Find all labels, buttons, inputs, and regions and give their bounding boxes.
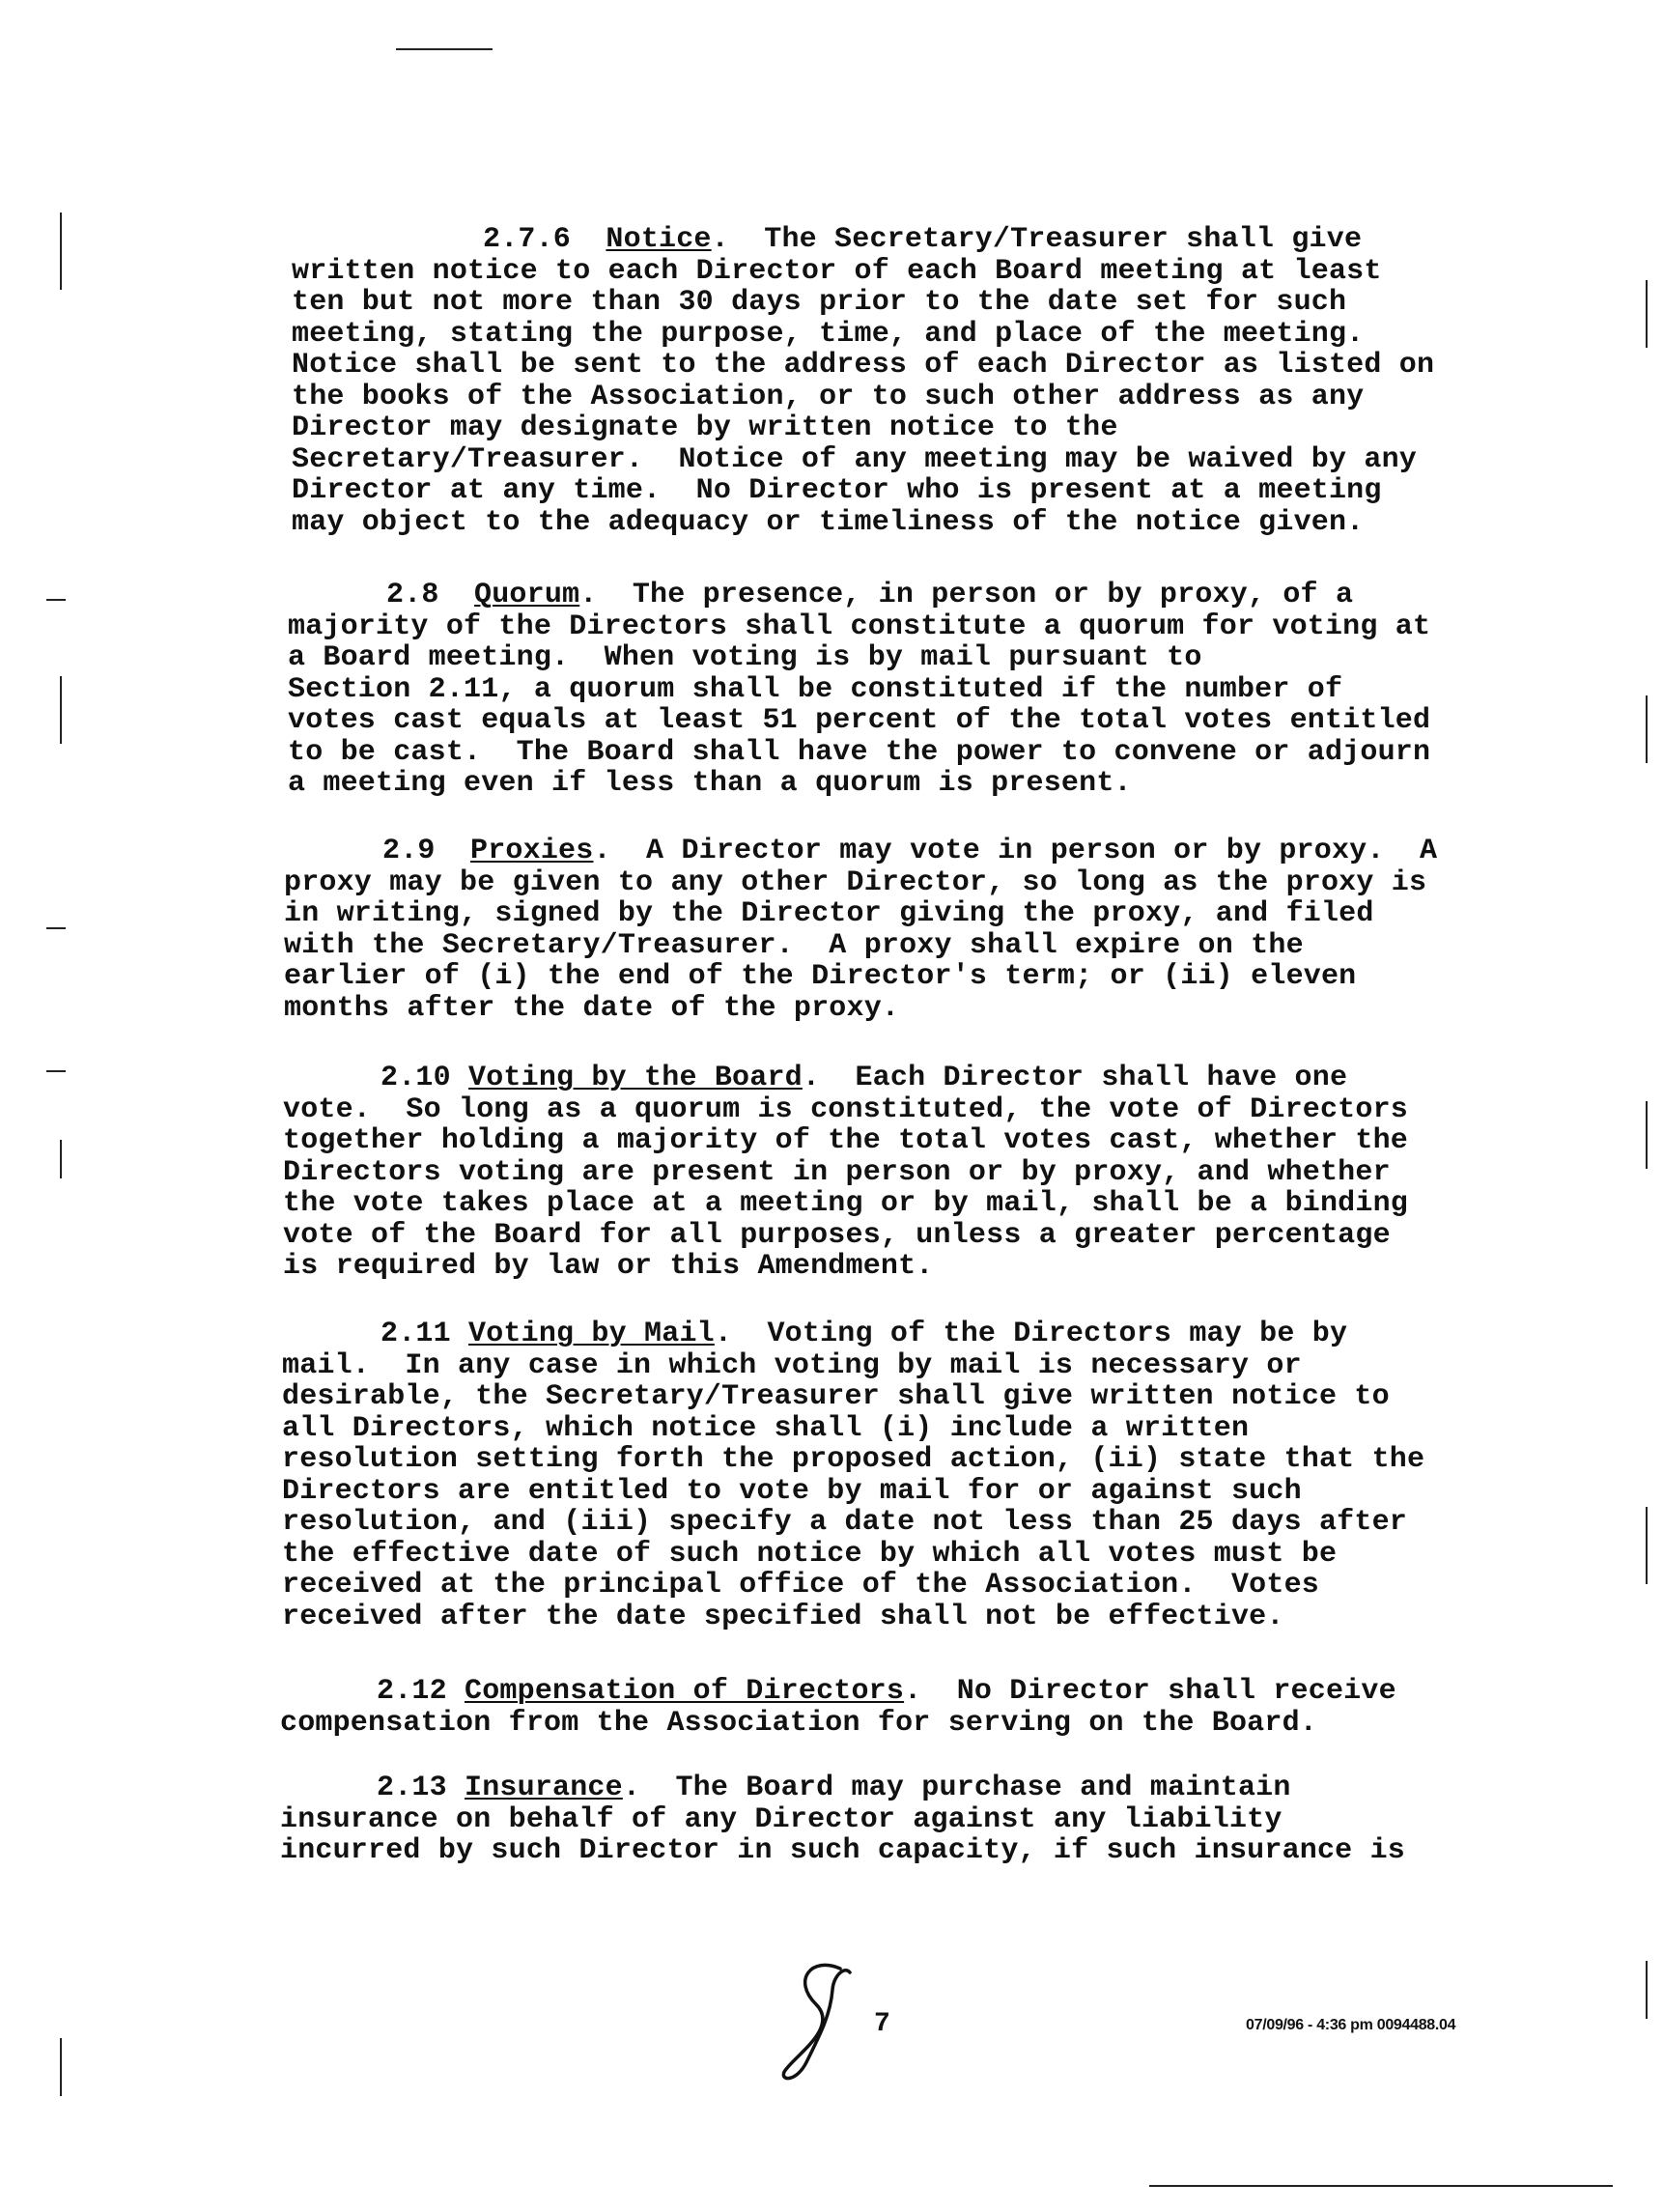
section-heading: Notice (606, 223, 712, 256)
body-line: Director at any time. No Director who is present at a meeting (292, 474, 1382, 507)
section-first-line (483, 224, 1362, 256)
section-heading: Voting by the Board (468, 1062, 803, 1094)
left-margin-mark (60, 2038, 62, 2096)
section-first-line-text: . A Director may vote in person or by proxy. A (593, 835, 1438, 867)
body-line: Secretary/Treasurer. Notice of any meeting may be waived by any (292, 442, 1417, 476)
right-margin-mark (1646, 695, 1648, 763)
section-first-line (381, 1319, 1347, 1350)
page-number: 7 (874, 2009, 890, 2039)
section-first-line-text: . The presence, in person or by proxy, of a (579, 579, 1354, 611)
body-line: resolution, and (iii) specify a date not less than 25 days after (282, 1506, 1407, 1539)
right-margin-mark (1646, 280, 1648, 348)
right-margin-mark (1646, 1101, 1648, 1169)
section-first-line-text: . Each Director shall have one (802, 1062, 1348, 1094)
section-first-line (382, 836, 1437, 867)
section-heading: Compensation of Directors (465, 1675, 905, 1708)
body-line: the books of the Association, or to such other address as any (292, 380, 1365, 413)
body-line: with the Secretary/Treasurer. A proxy shall expire on the (284, 928, 1304, 962)
section-heading: Proxies (470, 835, 594, 867)
body-line: Director may designate by written notice to the (292, 411, 1118, 444)
section-heading: Quorum (474, 579, 580, 611)
body-line: mail. In any case in which voting by mail is necessary or (282, 1348, 1302, 1382)
body-line: months after the date of the proxy. (284, 991, 900, 1025)
body-line: the vote takes place at a meeting or by mail, shall be a binding (283, 1187, 1408, 1220)
body-line: earlier of (i) the end of the Director's term; or (ii) eleven (284, 960, 1357, 993)
section-number: 2.12 (377, 1675, 447, 1708)
body-line: Directors voting are present in person or by proxy, and whether (283, 1155, 1391, 1189)
bottom-scan-line (1149, 2185, 1613, 2187)
body-line: Notice shall be sent to the address of each Director as listed on (292, 349, 1435, 382)
section-first-line (386, 580, 1353, 611)
body-line: insurance on behalf of any Director against any liability (280, 1802, 1282, 1836)
body-line: Section 2.11, a quorum shall be constituted if the number of (288, 672, 1343, 706)
body-line: may object to the adequacy or timeliness of the notice given. (292, 505, 1365, 539)
right-margin-mark (1646, 1961, 1648, 2019)
section-number: 2.13 (377, 1772, 447, 1804)
body-line: a Board meeting. When voting is by mail pursuant to (288, 641, 1202, 674)
section-first-line (377, 1772, 1291, 1804)
body-line: together holding a majority of the total votes cast, whether the (283, 1124, 1408, 1157)
section-first-line-text: . The Board may purchase and maintain (622, 1772, 1291, 1804)
right-margin-mark (1646, 1507, 1648, 1584)
body-line: the effective date of such notice by which all votes must be (282, 1537, 1338, 1571)
body-line: resolution setting forth the proposed action, (ii) state that the (282, 1443, 1425, 1476)
section-first-line (377, 1676, 1396, 1708)
document-stamp: 07/09/96 - 4:36 pm 0094488.04 (1246, 2017, 1456, 2033)
top-scan-line (396, 48, 493, 50)
left-margin-mark (60, 1140, 62, 1178)
body-line: written notice to each Director of each Board meeting at least (292, 254, 1382, 288)
body-line: votes cast equals at least 51 percent of the total votes entitled (288, 704, 1431, 737)
left-margin-mark (60, 213, 62, 290)
body-line: meeting, stating the purpose, time, and place of the meeting. (292, 317, 1365, 351)
body-line: all Directors, which notice shall (i) include a written (282, 1411, 1250, 1445)
left-margin-mark (46, 1070, 66, 1072)
body-line: to be cast. The Board shall have the power to convene or adjourn (288, 735, 1431, 769)
section-first-line-text: . No Director shall receive (904, 1675, 1396, 1708)
body-line: vote of the Board for all purposes, unless a greater percentage (283, 1218, 1391, 1252)
body-line: in writing, signed by the Director giving the proxy, and filed (284, 897, 1374, 930)
body-line: incurred by such Director in such capacity, if such insurance is (280, 1834, 1405, 1867)
handwritten-initial (773, 1951, 869, 2086)
body-line: received at the principal office of the Association. Votes (282, 1569, 1319, 1602)
body-line: compensation from the Association for serving on the Board. (280, 1706, 1317, 1740)
section-first-line-text: . Voting of the Directors may be by (714, 1318, 1348, 1350)
body-line: is required by law or this Amendment. (283, 1250, 934, 1283)
section-number: 2.8 (386, 579, 439, 611)
body-line: ten but not more than 30 days prior to the date set for such (292, 286, 1347, 319)
left-margin-mark (46, 599, 66, 601)
section-heading: Insurance (465, 1772, 623, 1804)
left-margin-mark (60, 676, 62, 744)
section-number: 2.11 (381, 1318, 451, 1350)
section-first-line-text: . The Secretary/Treasurer shall give (711, 223, 1363, 256)
left-margin-mark (46, 927, 66, 929)
body-line: proxy may be given to any other Director, so long as the proxy is (284, 865, 1427, 899)
section-number: 2.7.6 (483, 223, 572, 256)
body-line: Directors are entitled to vote by mail for or against such (282, 1474, 1302, 1508)
body-line: a meeting even if less than a quorum is present. (288, 767, 1132, 800)
body-line: vote. So long as a quorum is constituted, the vote of Directors (283, 1092, 1408, 1126)
body-line: majority of the Directors shall constitute a quorum for voting at (288, 610, 1431, 643)
section-heading: Voting by Mail (468, 1318, 715, 1350)
section-number: 2.10 (381, 1062, 451, 1094)
section-first-line (381, 1063, 1347, 1094)
section-number: 2.9 (382, 835, 436, 867)
body-line: desirable, the Secretary/Treasurer shall give written notice to (282, 1380, 1390, 1413)
body-line: received after the date specified shall not be effective. (282, 1600, 1284, 1633)
